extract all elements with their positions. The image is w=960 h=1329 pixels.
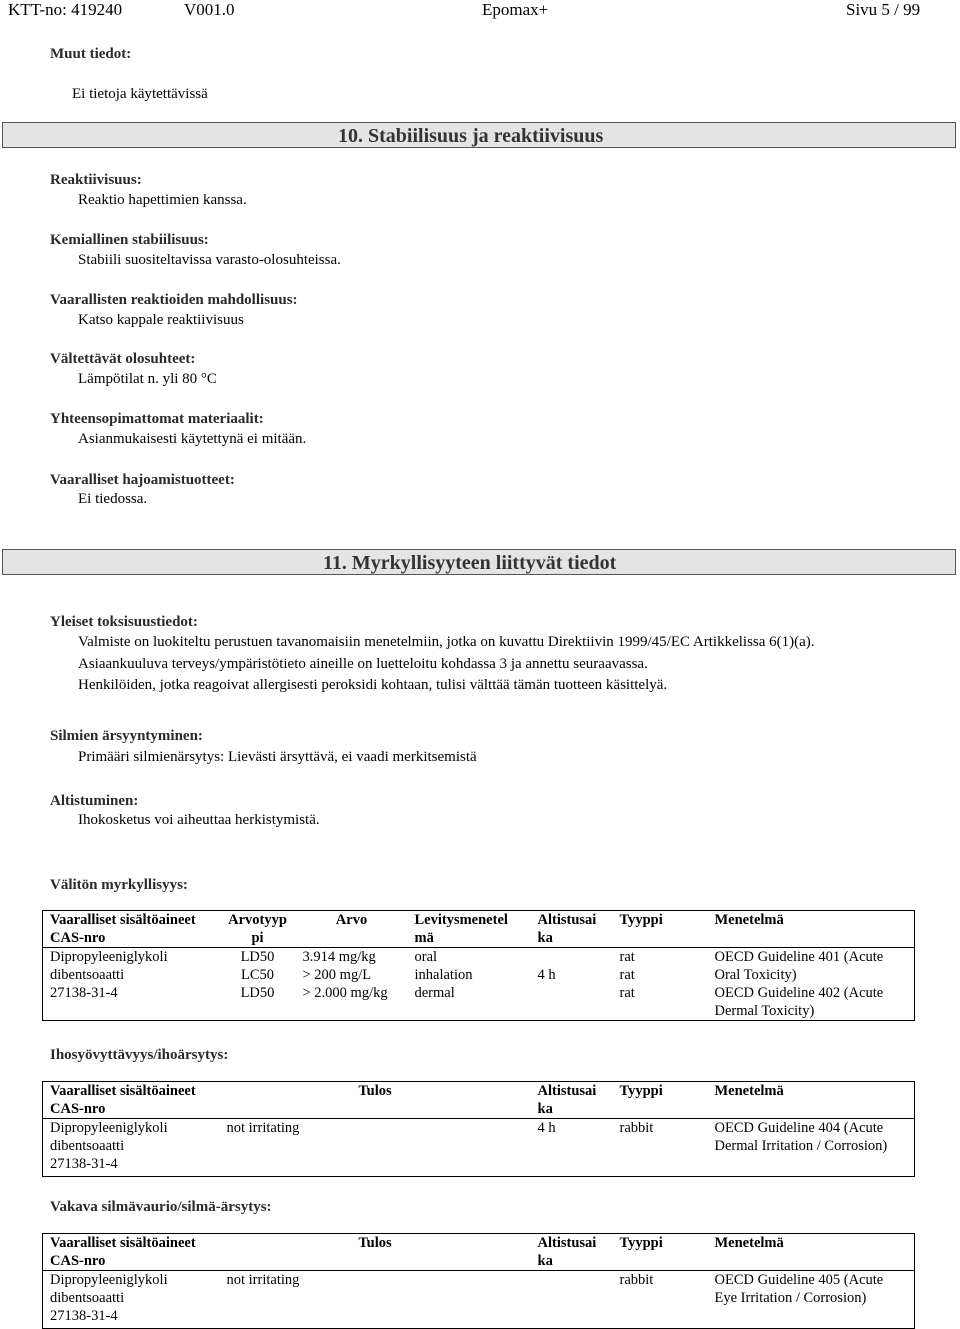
header-result: Tulos	[220, 1234, 531, 1271]
acute-tox-header-row	[43, 911, 915, 948]
species-cell: rat rat rat	[619, 949, 635, 1001]
header-exposure-time: Altistusai ka	[531, 1234, 613, 1271]
header-result: Tulos	[220, 1082, 531, 1119]
eye-damage-label: Vakava silmävaurio/silmä-ärsytys:	[50, 1199, 272, 1215]
ingredient-cell: Dipropyleeniglykoli dibentsoaatti 27138-31-4	[50, 949, 168, 1001]
incompatible-label: Yhteensopimattomat materiaalit:	[50, 411, 264, 427]
stability-label: Kemiallinen stabiilisuus:	[50, 232, 209, 248]
conditions-value: Lämpötilat n. yli 80 °C	[78, 371, 217, 387]
value-cell: 3.914 mg/kg > 200 mg/L > 2.000 mg/kg	[302, 949, 388, 1001]
value-type-cell: LD50 LC50 LD50	[240, 949, 275, 1001]
header-value: Arvo	[296, 911, 408, 948]
route-cell: oral inhalation dermal	[414, 949, 473, 1001]
section-11-title: 11. Myrkyllisyyteen liittyvät tiedot	[323, 552, 617, 574]
exposure-time-cell	[531, 1271, 613, 1329]
header-method: Menetelmä	[708, 1234, 915, 1271]
section-10-title: 10. Stabiilisuus ja reaktiivisuus	[338, 125, 604, 147]
ingredient-cell: Dipropyleeniglykoli dibentsoaatti 27138-31-4	[50, 1272, 168, 1324]
general-tox-line-3: Henkilöiden, jotka reagoivat allergisesti peroksidi kohtaan, tulisi välttää tämän tuotteen käsittelyä.	[78, 677, 668, 693]
incompatible-value: Asianmukaisesti käytettynä ei mitään.	[78, 431, 307, 447]
table-row	[43, 1119, 915, 1177]
species-cell: rabbit	[619, 1272, 654, 1288]
hazardous-reactions-value: Katso kappale reaktiivisuus	[78, 312, 244, 328]
skin-header-row	[43, 1082, 915, 1119]
table-row	[43, 1271, 915, 1329]
reactivity-label: Reaktiivisuus:	[50, 172, 142, 188]
header-product: Epomax+	[482, 0, 549, 19]
method-cell: OECD Guideline 404 (Acute Dermal Irritation / Corrosion)	[714, 1120, 888, 1154]
eye-irritation-value: Primääri silmienärsytys: Lievästi ärsyttävä, ei vaadi merkitsemistä	[78, 749, 477, 765]
header-page: Sivu 5 / 99	[846, 0, 921, 19]
header-ingredient: Vaaralliset sisältöaineet CAS-nro	[43, 911, 220, 948]
acute-tox-table	[42, 910, 915, 1021]
method-cell: OECD Guideline 405 (Acute Eye Irritation / Corrosion)	[714, 1272, 884, 1306]
exposure-time-cell: 4 h	[537, 1120, 556, 1136]
eye-irritation-label: Silmien ärsyyntyminen:	[50, 728, 203, 744]
decomposition-label: Vaaralliset hajoamistuotteet:	[50, 472, 235, 488]
method-cell: OECD Guideline 401 (Acute Oral Toxicity) OECD Guideline 402 (Acute Dermal Toxicity)	[714, 949, 884, 1019]
exposure-time-cell: 4 h	[537, 967, 556, 983]
species-cell: rabbit	[619, 1120, 654, 1136]
header-species: Tyyppi	[613, 1082, 708, 1119]
exposure-label: Altistuminen:	[50, 793, 139, 809]
general-tox-label: Yleiset toksisuustiedot:	[50, 614, 198, 630]
hazardous-reactions-label: Vaarallisten reaktioiden mahdollisuus:	[50, 292, 298, 308]
header-ingredient: Vaaralliset sisältöaineet CAS-nro	[43, 1082, 220, 1119]
header-method: Menetelmä	[708, 911, 915, 948]
header-species: Tyyppi	[613, 911, 708, 948]
muut-value: Ei tietoja käytettävissä	[72, 86, 208, 102]
result-cell: not irritating	[226, 1120, 300, 1136]
exposure-value: Ihokosketus voi aiheuttaa herkistymistä.	[78, 812, 320, 828]
general-tox-line-2: Asiaankuuluva terveys/ympäristötieto aineille on luetteloitu kohdassa 3 ja annettu seuraavassa.	[78, 656, 648, 672]
general-tox-line-1: Valmiste on luokiteltu perustuen tavanomaisiin menetelmiin, jotka on kuvattu Direktiivin 1999/45/EC Artikkelissa 6(1)(a).	[78, 634, 815, 650]
decomposition-value: Ei tiedossa.	[78, 491, 148, 507]
eye-damage-table	[42, 1233, 915, 1329]
muut-label: Muut tiedot:	[50, 46, 132, 62]
skin-irritation-label: Ihosyövyttävyys/ihoärsytys:	[50, 1047, 229, 1063]
header-exposure-time: Altistusai ka	[531, 1082, 613, 1119]
header-ingredient: Vaaralliset sisältöaineet CAS-nro	[43, 1234, 220, 1271]
acute-tox-label: Välitön myrkyllisyys:	[50, 877, 188, 893]
table-row	[43, 948, 915, 1021]
header-species: Tyyppi	[613, 1234, 708, 1271]
header-version: V001.0	[184, 0, 235, 19]
header-route: Levitysmenetel mä	[408, 911, 531, 948]
ingredient-cell: Dipropyleeniglykoli dibentsoaatti 27138-31-4	[50, 1120, 168, 1172]
result-cell: not irritating	[226, 1272, 300, 1288]
eye-damage-header-row	[43, 1234, 915, 1271]
header-method: Menetelmä	[708, 1082, 915, 1119]
stability-value: Stabiili suositeltavissa varasto-olosuhteissa.	[78, 252, 341, 268]
reactivity-value: Reaktio hapettimien kanssa.	[78, 192, 247, 208]
skin-irritation-table	[42, 1081, 915, 1177]
header-value-type: Arvotyyp pi	[220, 911, 296, 948]
header-exposure-time: Altistusai ka	[531, 911, 613, 948]
header-ktt-no: KTT-no: 419240	[8, 0, 123, 19]
conditions-label: Vältettävät olosuhteet:	[50, 351, 196, 367]
